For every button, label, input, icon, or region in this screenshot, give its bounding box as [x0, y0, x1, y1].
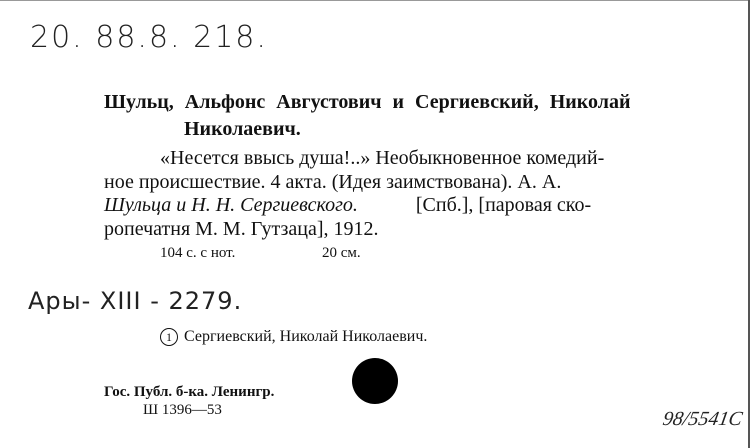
accession-stamp: 98/5541С — [661, 408, 745, 430]
call-number: 20. 88.8. 218. — [30, 20, 268, 55]
library-name: Гос. Публ. б-ка. Ленингр. — [104, 384, 275, 400]
tracing-number: 1 — [160, 328, 178, 346]
authors-italic: Шульца и Н. Н. Сергиевского. — [104, 194, 358, 216]
tracing — [160, 328, 427, 346]
dimensions: 20 см. — [322, 245, 361, 261]
punch-hole — [352, 358, 398, 404]
author-heading-line1: Шульц, Альфонс Августович и Сергиевский, Николай — [104, 91, 631, 113]
pagination: 104 с. с нот. — [160, 245, 236, 261]
imprint-place: [Спб.], [паровая ско- — [415, 194, 592, 216]
title-line1: «Несется ввысь душа!..» Необыкновенное комедий- — [160, 147, 605, 169]
title-line3 — [104, 194, 591, 217]
title-line2: ное происшествие. 4 акта. (Идея заимствована). А. А. — [104, 171, 562, 193]
imprint-line: ропечатня М. М. Гутзаца], 1912. — [104, 218, 379, 240]
library-code: Ш 1396—53 — [143, 402, 222, 418]
tracing-text: Сергиевский, Николай Николаевич. — [184, 328, 428, 345]
author-heading-line2: Николаевич. — [184, 118, 301, 140]
shelfmark: Ары- XIII - 2279. — [28, 287, 243, 315]
card-top-edge — [0, 0, 750, 1]
